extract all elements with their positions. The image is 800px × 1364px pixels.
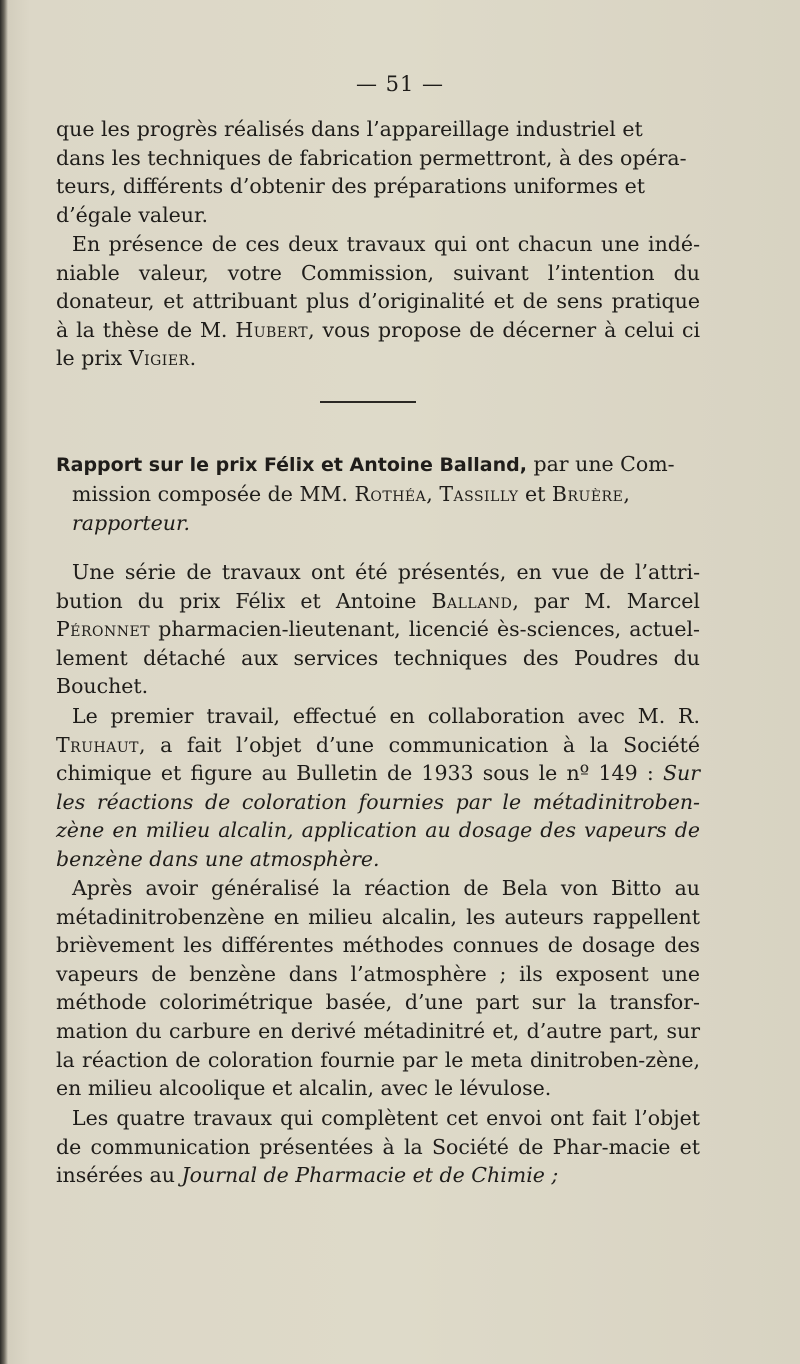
paragraph-four-works (56, 1104, 700, 1190)
person-name: Truhaut (56, 732, 139, 757)
person-name: Tassilly (439, 482, 519, 506)
text-run: Les quatre travaux qui complètent cet envoi ont fait l’objet de communication présentées à la Société de Phar-macie et insérées au (56, 1106, 700, 1188)
paragraph-commission (56, 230, 700, 373)
person-name: Rothéa (354, 482, 427, 506)
text-run: , (623, 482, 630, 506)
paragraph-text: Après avoir généralisé la réaction de Bela von Bitto au métadinitrobenzène en milieu alcalin, les auteurs rappellent brièvement les différentes méthodes connues de dosage des vapeurs de benzène dans l’atmosphère ; ils exposent une méthode colorimétrique basée, d’une part sur la transfor-mation du carbure en derivé métadinitré et, d’autre part, sur la réaction de coloration fournie par le meta dinitroben-zène, en milieu alcoolique et alcalin, avec le lévulose. (56, 876, 700, 1101)
paragraph-text (56, 702, 700, 874)
person-name: Péronnet (56, 617, 151, 642)
text-run: pharmacien-lieutenant, licencié ès-sciences, actuel-lement détaché aux services techniques des Poudres du Bouchet. (56, 617, 700, 699)
paragraph-text (56, 1104, 700, 1190)
work-title: Sur les réactions de coloration fournies par le métadinitroben-zène en milieu alcalin, application au dosage des vapeurs de benzène dans une atmosphère. (56, 761, 700, 871)
text-line: dans les techniques de fabrication permettront, à des opéra- (56, 145, 687, 170)
text-run: Une série de travaux ont été présentés, en vue de l’attri-bution du prix Félix et Antoine (56, 560, 700, 613)
report-heading-bold: Rapport sur le prix Félix et Antoine Balland, (56, 454, 527, 476)
text-run: , (426, 482, 440, 506)
report-heading (56, 450, 700, 538)
text-run: mission composée de MM. (72, 482, 355, 506)
text-run: En présence de ces deux travaux qui ont chacun une indé-niable valeur, votre Commission, suivant l’intention du donateur, et attribuant plus d’originalité et de sens pratique à la thèse de M. (56, 232, 700, 342)
text-run: , par M. Marcel (512, 588, 700, 613)
paragraph-text (56, 558, 700, 701)
person-name: Bruère (551, 482, 624, 506)
text-line: teurs, différents d’obtenir des préparations uniformes et (56, 174, 646, 199)
top-paragraph (56, 115, 700, 229)
person-name: Balland (431, 588, 513, 613)
text-run: Le premier travail, effectué en collaboration avec M. R. (72, 704, 700, 728)
text-line: d’égale valeur. (56, 202, 209, 227)
paragraph-series (56, 558, 700, 701)
text-line: que les progrès réalisés dans l’appareillage industriel et (56, 117, 643, 141)
text-run: . (189, 346, 197, 371)
text-run: et (518, 482, 552, 506)
prize-name: Vigier (128, 346, 190, 371)
text-run: , a fait l’objet d’une communication à la Société chimique et figure au Bulletin de 1933 sous le nº 149 : (56, 732, 700, 786)
paragraph-method (56, 874, 700, 1103)
text-run: , vous propose de décerner à celui ci le prix (56, 317, 701, 371)
page-binding-edge (0, 0, 8, 1364)
report-role: rapporteur. (72, 511, 191, 535)
journal-title: Journal de Pharmacie et de Chimie ; (181, 1163, 559, 1188)
paragraph-text (56, 230, 700, 373)
person-name: Hubert (235, 317, 309, 342)
page-number: — 51 — (355, 72, 445, 96)
paragraph-first-work (56, 702, 700, 874)
section-divider (320, 401, 416, 403)
text-run: par une Com- (526, 452, 675, 476)
